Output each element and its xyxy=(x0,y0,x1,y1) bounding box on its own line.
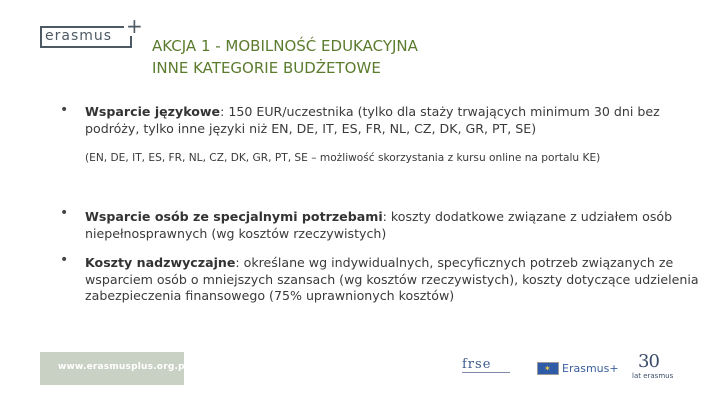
30-years-erasmus-logo xyxy=(632,353,684,383)
thirty-caption: lat erasmus xyxy=(632,372,674,380)
item-label: Wsparcie językowe xyxy=(85,104,221,119)
list-item-exceptional-costs xyxy=(85,255,705,305)
erasmus-logo xyxy=(36,14,143,52)
logo-text: erasmus xyxy=(45,28,113,44)
item-text: : 150 EUR/uczestnika (tylko dla staży trwających minimum 30 dni bez podróży, tylko inne języki niż EN, DE, IT, ES, FR, NL, CZ, DK, GR, PT, SE) xyxy=(85,104,660,136)
footer-url-bar[interactable] xyxy=(40,352,189,385)
title-line-1: AKCJA 1 - MOBILNOŚĆ EDUKACYJNA xyxy=(152,37,418,55)
title-line-2: INNE KATEGORIE BUDŻETOWE xyxy=(152,59,381,77)
frse-logo-text: frse xyxy=(462,357,492,372)
bullet-icon: • xyxy=(60,102,69,118)
bullet-icon: • xyxy=(60,205,69,221)
item-text: : określane wg indywidualnych, specyficznych potrzeb związanych ze wsparciem osób o mniejszych szansach (wg kosztów rzeczywistych), koszty dotyczące udzielenia zabezpieczenia finansowego (75% uprawnionych kosztów) xyxy=(85,255,699,304)
frse-logo-rule xyxy=(462,372,510,377)
bullet-icon: • xyxy=(60,252,69,268)
online-course-note: (EN, DE, IT, ES, FR, NL, CZ, DK, GR, PT, SE – możliwość skorzystania z kursu online na portalu KE) xyxy=(85,152,601,164)
eu-flag-icon: ✶ xyxy=(537,362,559,375)
erasmus-plus-text: Erasmus+ xyxy=(562,362,619,375)
item-label: Koszty nadzwyczajne xyxy=(85,255,236,270)
list-item-special-needs xyxy=(85,209,705,242)
thirty-number: 30 xyxy=(638,351,659,372)
item-label: Wsparcie osób ze specjalnymi potrzebami xyxy=(85,209,383,224)
logo-plus-icon: + xyxy=(126,14,143,38)
item-text: : koszty dodatkowe związane z udziałem osób niepełnosprawnych (wg kosztów rzeczywistych) xyxy=(85,209,673,241)
slide-title xyxy=(152,35,652,79)
list-item-language-support xyxy=(85,104,705,137)
frse-logo xyxy=(462,357,510,379)
footer-url-link[interactable]: www.erasmusplus.org.pl xyxy=(58,362,189,372)
erasmus-plus-logo xyxy=(537,360,619,376)
